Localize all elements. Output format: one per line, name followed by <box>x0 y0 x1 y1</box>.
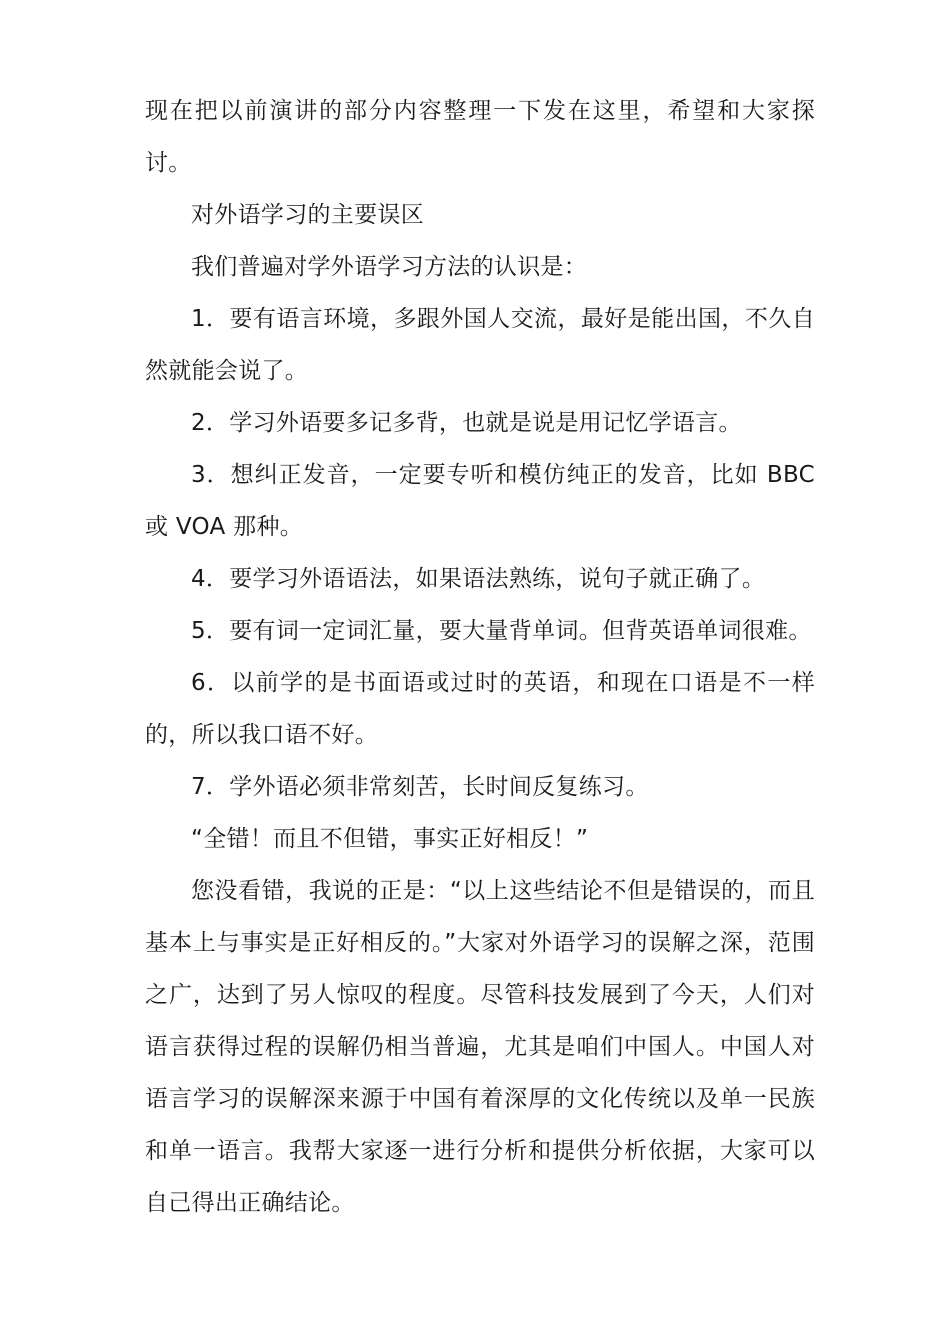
section-heading: 对外语学习的主要误区 <box>191 202 424 228</box>
list-item-6: 6．以前学的是书面语或过时的英语，和现在口语是不一样的，所以我口语不好。 <box>145 670 815 748</box>
paragraph-conclusion: 您没看错，我说的正是：“以上这些结论不但是错误的，而且基本上与事实是正好相反的。”大家对外语学习的误解之深，范围之广，达到了另人惊叹的程度。尽管科技发展到了今天，人们对语言获得过程的误解仍相当普遍，尤其是咱们中国人。中国人对语言学习的误解深来源于中国有着深厚的文化传统以及单一民族和单一语言。我帮大家逐一进行分析和提供分析依据，大家可以自己得出正确结论。 <box>145 878 815 1216</box>
list-item-3: 3．想纠正发音，一定要专听和模仿纯正的发音，比如 BBC 或 VOA 那种。 <box>145 462 815 540</box>
list-item-4: 4．要学习外语语法，如果语法熟练，说句子就正确了。 <box>191 566 766 592</box>
document-body <box>145 85 815 1229</box>
list-item-1: 1．要有语言环境，多跟外国人交流，最好是能出国，不久自然就能会说了。 <box>145 306 815 384</box>
paragraph-lead: 我们普遍对学外语学习方法的认识是： <box>191 254 588 280</box>
list-item-5: 5．要有词一定词汇量，要大量背单词。但背英语单词很难。 <box>191 618 812 644</box>
list-item-2: 2．学习外语要多记多背，也就是说是用记忆学语言。 <box>191 410 742 436</box>
paragraph-exclamation: “全错！而且不但错，事实正好相反！” <box>191 826 589 852</box>
paragraph-intro: 现在把以前演讲的部分内容整理一下发在这里，希望和大家探讨。 <box>145 98 815 176</box>
list-item-7: 7．学外语必须非常刻苦，长时间反复练习。 <box>191 774 649 800</box>
